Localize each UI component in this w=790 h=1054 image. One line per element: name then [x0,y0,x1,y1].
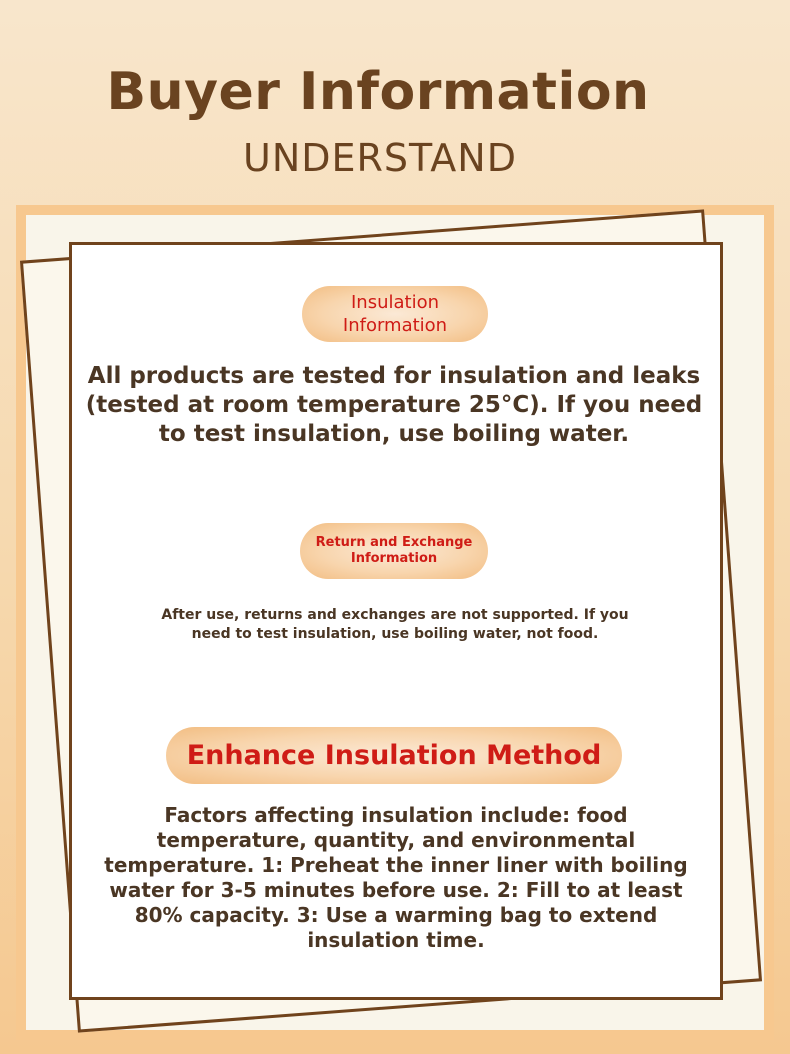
return-exchange-title-line2: Information [350,551,438,566]
insulation-info-text: All products are tested for insulation and leaks (tested at room temperature 25°C). If you need to test insulation, use boiling water. [85,363,703,447]
enhance-insulation-badge [166,727,622,784]
insulation-info-title-line2: Information [342,315,448,336]
return-exchange-text: After use, returns and exchanges are not supported. If you need to test insulation, use boiling water, not food. [161,607,629,642]
page-title: Buyer Information [106,62,650,122]
insulation-info-title-line1: Insulation [350,292,439,313]
page-subtitle: UNDERSTAND [243,136,517,180]
enhance-insulation-text: Factors affecting insulation include: food temperature, quantity, and environmental temperature. 1: Preheat the inner liner with boiling water for 3-5 minutes before use. 2: Fill to at least 80% capacity. 3: Use a warming bag to extend insulation time. [104,803,688,952]
enhance-insulation-title: Enhance Insulation Method [186,740,602,771]
return-exchange-badge [300,523,488,579]
return-exchange-title-line1: Return and Exchange [315,535,473,550]
insulation-info-badge [302,286,488,342]
